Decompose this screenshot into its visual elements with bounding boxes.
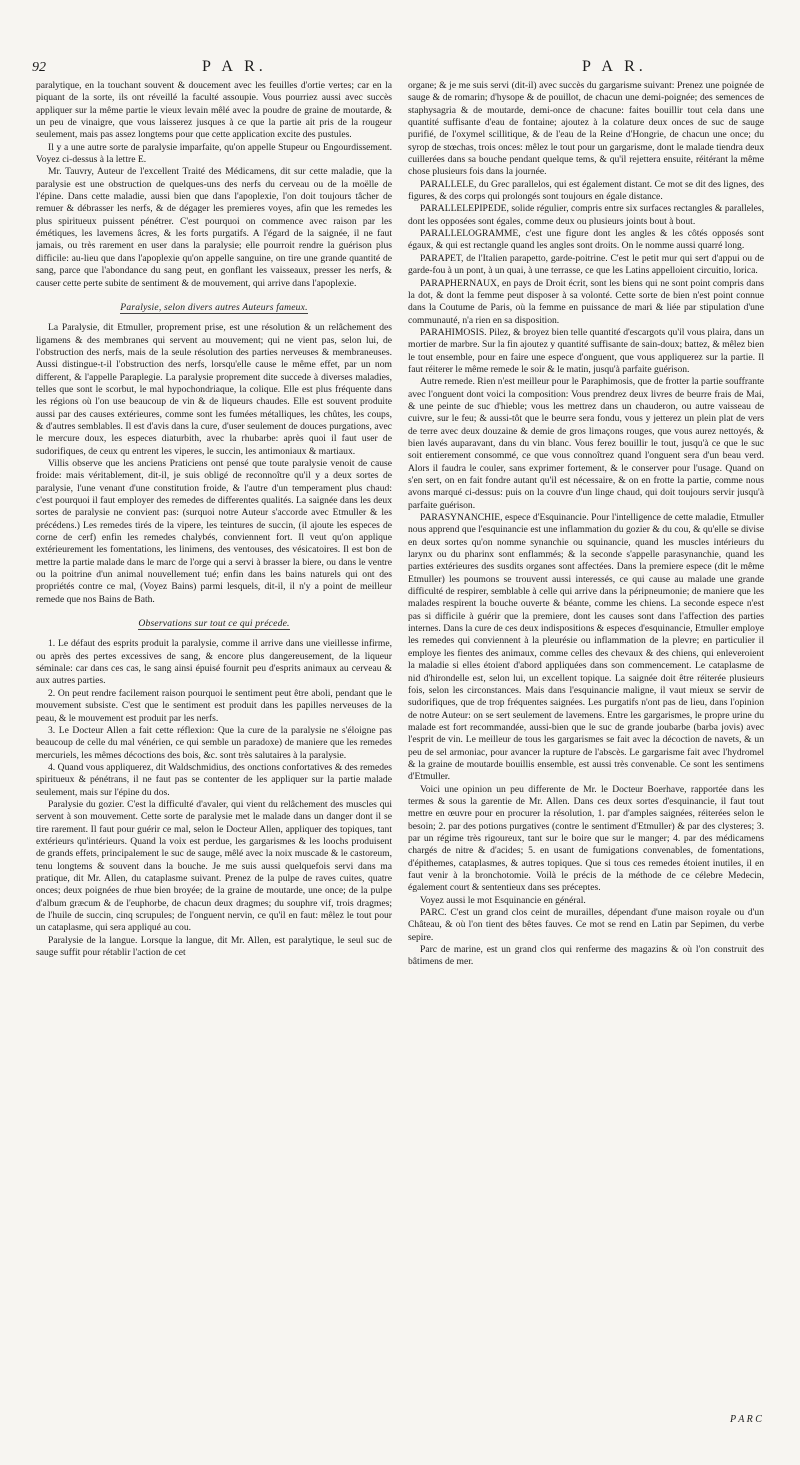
paragraph: Voici une opinion un peu differente de Mr. le Docteur Boerhave, rapportée dans les termes & sous la garentie de Mr. Allen. Dans ces deux sortes d'esquinancie, il faut tout mettre en œuvre pour en procurer la résolution, 1. par d'amples saignées, réiterées selon le besoin; 2. par des potions purgatives (contre le sentiment d'Etmuller) & par des clysteres; 3. par un régime très rigoureux, tant sur le boire que sur le manger; 4. par des médicamens chargés de nitre & d'acides; 5. en usant de fumigations convenables, de fomentations, d'épithemes, cataplasmes, & autres topiques. Que si tous ces remedes étoient inutiles, il en faut venir à la bronchotomie. Voilà le précis de la méthode de ce célebre Medecin, également court & sententieux dans ses préceptes. xyxy=(408,783,764,894)
left-column xyxy=(36,80,392,1360)
section-heading-text: Observations sur tout ce qui précede. xyxy=(138,618,290,630)
paragraph: Autre remede. Rien n'est meilleur pour le Paraphimosis, que de frotter la partie souffrante avec l'onguent dont voici la composition: Vous prendrez deux livres de beurre frais de Mai, & une peinte de suc d'hieble; vous les mettrez dans un chauderon, ou autre vaisseau de cuivre, sur le feu; & aussi-tôt que le beurre sera fondu, vous y jetterez un plein plat de vers de terre avec deux douzaine & demie de gros limaçons rouges, que vous aurez nettoyés, & bien lavés auparavant, dans du vin blanc. Vous ferez bouillir le tout, jusqu'à ce que le suc soit entierement consommé, ce que vous connoîtrez quand l'onguent sera d'un beau verd. Alors il faudra le couler, sans exprimer fortement, & le conserver pour l'usage. Quand on s'en sert, on en fait fondre autant qu'il est nécessaire, & on en frotte la partie, comme nous avons marqué ci-dessus: puis on la couvre d'un linge chaud, qui doit toujours servir jusqu'à parfaite guérison. xyxy=(408,376,764,511)
paragraph: Mr. Tauvry, Auteur de l'excellent Traité des Médicamens, dit sur cette maladie, que la paralysie est une obstruction de quelques-uns des nerfs du cerveau ou de la moëlle de l'épine. Dans cette maladie, aussi bien que dans l'apoplexie, l'on doit toujours tâcher de remuer & débrasser les nerfs, & de dégager les premieres voyes, afin que les remedes les plus spiritueux puissent pénétrer. C'est pourquoi on commence avec raison par les émétiques, les lavemens âcres, & les forts purgatifs. A l'égard de la saignée, il ne faut jamais, ou très rarement en user dans la paralysie; elle pourroit rendre la guérison plus difficile: au-lieu que dans l'apoplexie qu'on appelle sanguine, on tire une grande quantité de sang, parce que l'abondance du sang peut, en gonflant les vaisseaux, presser les nerfs, & causer cette perte subite de sentiment & de mouvement, qui arrive dans l'apoplexie. xyxy=(36,166,392,289)
paragraph: 4. Quand vous appliquerez, dit Waldschmidius, des onctions confortatives & des remedes spiritueux & pénétrans, il ne faut pas se contenter de les appliquer sur la partie malade seulement, mais sur l'épine du dos. xyxy=(36,761,392,798)
paragraph: 1. Le défaut des esprits produit la paralysie, comme il arrive dans une vieillesse infirme, ou après des pertes excessives de sang, & encore plus dangereusement, de la liqueur séminale: car dans ces cas, le sang ainsi épuisé fournit peu d'esprits animaux au cerveau & aux autres parties. xyxy=(36,638,392,687)
entry-paragraph: PARAPET, de l'Italien parapetto, garde-poitrine. C'est le petit mur qui sert d'appui ou de garde-fou à un pont, à un quai, à une terrasse, ce que les Latins appelloient circuitio, lorica. xyxy=(408,252,764,277)
entry-paragraph: Parc de marine, est un grand clos qui renferme des magazins & où l'on construit des bâtimens de mer. xyxy=(408,944,764,968)
section-heading xyxy=(36,302,392,314)
paragraph: paralytique, en la touchant souvent & doucement avec les feuilles d'ortie vertes; car en la piquant de la sorte, ils ont réveillé la faculté assoupie. Vous pourriez aussi avec succès appliquer sur la même partie le vieux levain mêlé avec la poudre de graine de moutarde, & un peu de vinaigre, que vous laisserez jusques à ce que la partie ait pris de la rougeur seulement, mais pas assez longtems pour que cette application excite des pustules. xyxy=(36,80,392,141)
section-heading xyxy=(36,618,392,630)
entry-paragraph: PARALLELOGRAMME, c'est une figure dont les angles & les côtés opposés sont égaux, & qui est rectangle quand les angles sont droits. On le nomme aussi quarré long. xyxy=(408,228,764,252)
entry-paragraph: PARASYNANCHIE, espece d'Esquinancie. Pour l'intelligence de cette maladie, Etmuller nous apprend que l'esquinancie est une inflammation du gozier & du cou, & qu'elle se divise en deux sortes qu'on nomme synanchie ou squinancie, quand les muscles intérieurs du larynx ou du pharinx sont enflammés; & la seconde s'appelle parasynanchie, quand les parties extérieures des susdits organes sont affectées. Dans la premiere espece (dit le même Etmuller) les poumons se trouvent aussi interessés, ce qui cause au malade une grande difficulté de respirer, semblable à celle qui arrive dans la péripneumonie; de maniere que les malades respirent la bouche ouverte & béante, comme les chiens. La seconde espece n'est pas si difficile à guérir que la premiere, dont les causes sont dans l'affection des parties internes. Dans la cure de ces deux indispositions & especes d'esquinancie, Etmuller employe les remedes qui conviennent à la pleurésie ou inflammation de la plevre; en particulier il employe les fientes des animaux, comme celles des chevaux & des chiens, qui enleveroient la maladie si elles étoient d'abord appliquées dans son commencement. Le cataplasme de nid d'hirondelle est, selon lui, un excellent topique. La saignée doit être réiterée plusieurs fois, selon les circonstances. Mais dans l'esquinancie maligne, il vaut mieux se servir de sudorifiques, que de trop fréquentes saignées. Les purgatifs n'ont pas de lieu, dans l'opinion de notre Auteur: on se sert seulement de lavemens. Entre les gargarismes, le propre urine du malade est fort recommandée, aussi-bien que le suc de grande joubarbe (barba jovis) avec l'esprit de vin. Le meilleur de tous les gargarismes se fait avec la décoction de navets, & un peu de sel armoniac, pour avancer la rupture de l'abscès. Le gargarisme fait avec l'hydromel & la graine de moutarde bouillis ensemble, est aussi très convenable. Ce sont les sentimens d'Etmuller. xyxy=(408,512,764,783)
right-column xyxy=(408,80,764,1360)
paragraph: 2. On peut rendre facilement raison pourquoi le sentiment peut être aboli, pendant que le mouvement subsiste. C'est que le sentiment est produit dans les papilles nerveuses de la peau, & le mouvement est produit par les nerfs. xyxy=(36,687,392,724)
running-head-left: P A R. xyxy=(202,58,267,75)
entry-paragraph: PARALLELEPIPEDE, solide régulier, compris entre six surfaces rectangles & paralleles, dont les opposées sont égales, comme deux ou plusieurs joints bout à bout. xyxy=(408,203,764,227)
paragraph: La Paralysie, dit Etmuller, proprement prise, est une résolution & un relâchement des ligamens & des membranes qui servent au mouvement; qui ne vient pas, selon lui, de l'obstruction des nerfs, mais de la seule résolution des parties nerveuses & membraneuses. Aussi distingue-t-il l'obstruction des nerfs, lorsqu'elle cause le même effet, par un nom different, & l'appelle Paraplegie. La paralysie proprement dite succede à diverses maladies, telles que sont le scorbut, le mal hypochondriaque, la colique. Elle est plus fréquente dans les régions où l'on use beaucoup de vin & de liqueurs chaudes. Elle est souvent produite aussi par des causes extérieures, comme sont les fumées métalliques, les chûtes, les coups, & d'autres semblables. Il est d'avis dans la cure, d'user seulement de douces purgations, avec le mercure doux, les especes diaturbith, avec la rhubarbe: après quoi il faut user de sudorifiques, de ceux qu entrent les viperes, le succin, les antimoniaux & martiaux. xyxy=(36,322,392,457)
paragraph: 3. Le Docteur Allen a fait cette réflexion: Que la cure de la paralysie ne s'éloigne pas beaucoup de celle du mal vénérien, ce qui semble un paradoxe) de maniere que les remedes mercuriels, les mêmes décoctions des bois, &c. sont très salutaires à la paralysie. xyxy=(36,724,392,761)
running-head-right: P A R. xyxy=(582,58,647,75)
entry-paragraph: PARAHIMOSIS. Pilez, & broyez bien telle quantité d'escargots qu'il vous plaira, dans un mortier de marbre. Sur la fin ajoutez y quantité suffisante de sain-doux; battez, & mêlez bien le tout ensemble, pour en faire une espece d'onguent, que vous appliquerez sur la partie. Il faut réiterer le même remede le soir & le matin, jusqu'à parfaite guérison. xyxy=(408,326,764,375)
paragraph: Villis observe que les anciens Praticiens ont pensé que toute paralysie venoit de cause froide: mais véritablement, dit-il, je suis obligé de reconnoître qu'il y a deux sortes de paralysie, l'une venant d'une constitution froide, & l'autre d'un temperament plus chaud: c'est pourquoi il faut employer des remedes de differentes qualités. La saignée dans les deux sortes de paralysie ne convient pas: (surquoi notre Auteur s'accorde avec Etmuller & les précédens.) Les remedes tirés de la vipere, les teintures de succin, (il ajoute les especes de corne de cerf) enfin les remedes chalybés, conviennent fort. Il veut qu'on applique extérieurement les fomentations, les linimens, des ventouses, des vésicatoires. Il est bon de mettre la partie malade dans le marc de l'orge qui a servi à brasser la biere, ou dans le ventre ou la poitrine d'un animal nouvellement tué; enfin dans les bains naturels qui ont des propriétés contre ce mal, (Voyez Bains) parmi lesquels, dit-il, il n'y a point de meilleur remede que nos Bains de Bath. xyxy=(36,457,392,605)
page-header xyxy=(30,58,775,80)
paragraph: organe; & je me suis servi (dit-il) avec succès du gargarisme suivant: Prenez une poignée de sauge & de romarin; d'hysope & de pouillot, de chacun une demi-poignée; des semences de staphysagria & de moutarde, demi-once de chacune: faites bouillir tout cela dans une quantité suffisante d'eau de fontaine; ajoutez à la colature deux onces de suc de sauge purifié, de l'oxymel scillitique, & de l'eau de la Reine d'Hongrie, de chacun une once; du syrop de stœchas, trois onces: mêlez le tout pour un gargarisme, dont le malade tiendra deux cuillerées dans sa bouche pendant quelque tems, & qu'il rejettera ensuite, réitérant la même chose plusieurs fois dans la journée. xyxy=(408,80,764,178)
entry-paragraph: PARC. C'est un grand clos ceint de murailles, dépendant d'une maison royale ou d'un Château, & où l'on tient des bêtes fauves. Ce mot se rend en Latin par Sepimen, du verbe sepire. xyxy=(408,907,764,943)
paragraph: Il y a une autre sorte de paralysie imparfaite, qu'on appelle Stupeur ou Engourdissement. Voyez ci-dessus à la lettre E. xyxy=(36,141,392,166)
paragraph: Paralysie de la langue. Lorsque la langue, dit Mr. Allen, est paralytique, le seul suc de sauge suffit pour rétablir l'action de cet xyxy=(36,934,392,959)
section-heading-text: Paralysie, selon divers autres Auteurs fameux. xyxy=(120,301,308,313)
page-number: 92 xyxy=(32,60,46,75)
paragraph: Voyez aussi le mot Esquinancie en général. xyxy=(420,894,586,906)
catchword: P A R C xyxy=(730,1414,762,1425)
entry-paragraph: PARAPHERNAUX, en pays de Droit écrit, sont les biens qui ne sont point compris dans la dot, & dont la femme peut disposer à sa volonté. Cette sorte de bien n'est point connue dans la Coutume de Paris, où la femme en puissance de mari & liée par stipulation d'une communauté, n'a rien en sa disposition. xyxy=(408,277,764,326)
paragraph: Paralysie du gozier. C'est la difficulté d'avaler, qui vient du relâchement des muscles qui servent à son mouvement. Cette sorte de paralysie met le malade dans un danger dont il se tire rarement. Il faut pour guérir ce mal, selon le Docteur Allen, appliquer des topiques, tant extérieurs qu'intérieurs. Quand la voix est perdue, les gargarismes & les loochs produisent de grands effets, principalement le suc de sauge, mêlé avec la noix muscade & le castoreum, tenu longtems & souvent dans la bouche. Je me suis aussi quelquefois servi dans ma pratique, dit Mr. Allen, du cataplasme suivant. Prenez de la pulpe de raves cuites, quatre onces; deux poignées de rhue bien broyée; de la graine de moutarde, une once; de la pulpe d'album græcum & de l'euphorbe, de chacun deux dragmes; du souphre vif, trois dragmes; de l'huile de succin, cinq scrupules; de l'onguent nervin, ce qu'il en faut: mêlez le tout pour un cataplasme, qui sera appliqué au cou. xyxy=(36,798,392,934)
entry-paragraph: PARALLELE, du Grec parallelos, qui est également distant. Ce mot se dit des lignes, des figures, & des corps qui prolongés sont toujours en égale distance. xyxy=(408,178,764,203)
